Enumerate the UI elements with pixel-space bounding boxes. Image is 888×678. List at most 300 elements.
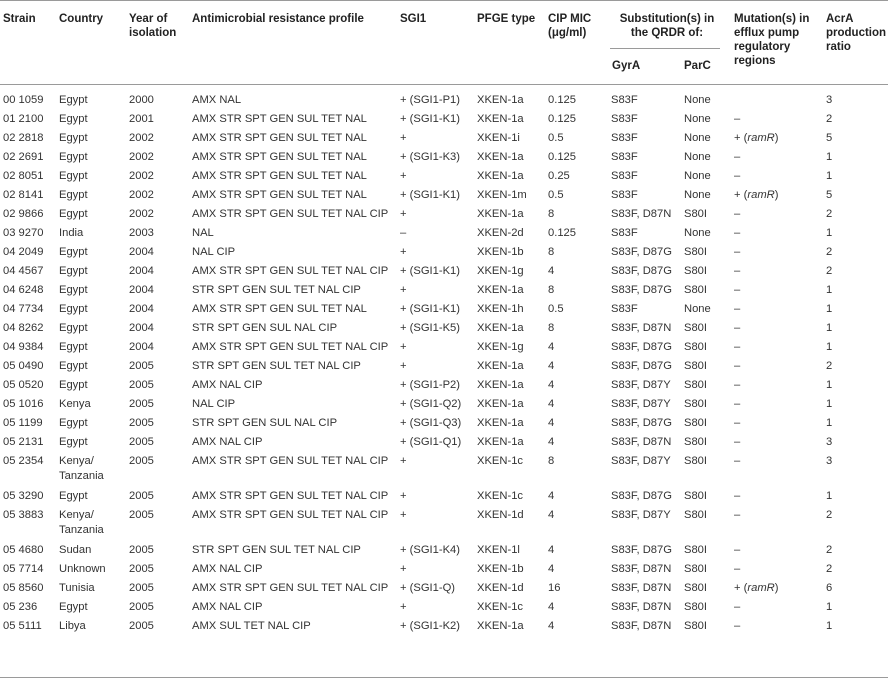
cell-strain: 05 2354 xyxy=(3,455,44,467)
cell-year: 2002 xyxy=(129,132,154,144)
cell-strain: 02 8051 xyxy=(3,170,44,182)
cell-year: 2000 xyxy=(129,94,154,106)
cell-efflux: – xyxy=(734,563,741,575)
cell-acra: 1 xyxy=(826,379,833,391)
cell-sgi1: + (SGI1-Q1) xyxy=(400,436,462,448)
cell-cip-mic: 16 xyxy=(548,582,561,594)
cell-parc: S80I xyxy=(684,601,708,613)
cell-strain: 05 3883 xyxy=(3,509,44,521)
cell-cip-mic: 0.5 xyxy=(548,303,564,315)
cell-pfge: XKEN-1i xyxy=(477,132,520,144)
cell-profile: NAL CIP xyxy=(192,398,236,410)
cell-efflux: + (ramR) xyxy=(734,132,779,144)
cell-pfge: XKEN-1a xyxy=(477,170,524,182)
cell-gyra: S83F, D87G xyxy=(611,341,672,353)
table-row xyxy=(0,378,888,394)
cell-acra: 6 xyxy=(826,582,833,594)
cell-profile: AMX STR SPT GEN SUL TET NAL xyxy=(192,303,367,315)
cell-country: India xyxy=(59,227,84,239)
cell-profile: AMX STR SPT GEN SUL TET NAL xyxy=(192,132,367,144)
cell-sgi1: + (SGI1-K1) xyxy=(400,189,460,201)
cell-parc: S80I xyxy=(684,208,708,220)
cell-acra: 1 xyxy=(826,227,833,239)
cell-country: Egypt xyxy=(59,284,88,296)
cell-gyra: S83F, D87G xyxy=(611,360,672,372)
cell-year: 2004 xyxy=(129,265,154,277)
header-year: Year of isolation xyxy=(129,13,177,39)
cell-sgi1: + (SGI1-K2) xyxy=(400,620,460,632)
cell-gyra: S83F xyxy=(611,170,638,182)
cell-pfge: XKEN-1l xyxy=(477,544,520,556)
cell-strain: 00 1059 xyxy=(3,94,44,106)
cell-year: 2005 xyxy=(129,436,154,448)
cell-parc: S80I xyxy=(684,544,708,556)
cell-sgi1: + (SGI1-P2) xyxy=(400,379,460,391)
cell-gyra: S83F xyxy=(611,94,638,106)
table-row xyxy=(0,112,888,128)
cell-year: 2002 xyxy=(129,208,154,220)
cell-acra: 3 xyxy=(826,455,833,467)
cell-gyra: S83F, D87Y xyxy=(611,455,671,467)
cell-year: 2004 xyxy=(129,284,154,296)
cell-parc: S80I xyxy=(684,455,708,467)
cell-efflux: + (ramR) xyxy=(734,582,779,594)
cell-cip-mic: 0.5 xyxy=(548,132,564,144)
cell-pfge: XKEN-1a xyxy=(477,379,524,391)
cell-strain: 04 8262 xyxy=(3,322,44,334)
cell-sgi1: + xyxy=(400,563,407,575)
cell-profile: AMX STR SPT GEN SUL TET NAL xyxy=(192,151,367,163)
cell-country: Egypt xyxy=(59,208,88,220)
cell-gyra: S83F, D87G xyxy=(611,417,672,429)
cell-gyra: S83F, D87G xyxy=(611,265,672,277)
cell-cip-mic: 4 xyxy=(548,601,555,613)
table-row xyxy=(0,226,888,242)
cell-strain: 04 6248 xyxy=(3,284,44,296)
cell-country: Egypt xyxy=(59,417,88,429)
cell-efflux: – xyxy=(734,360,741,372)
cell-sgi1: + (SGI1-K1) xyxy=(400,265,460,277)
cell-acra: 2 xyxy=(826,208,833,220)
cell-parc: S80I xyxy=(684,620,708,632)
table-row xyxy=(0,169,888,185)
cell-acra: 1 xyxy=(826,170,833,182)
cell-efflux: – xyxy=(734,170,741,182)
cell-acra: 1 xyxy=(826,303,833,315)
cell-sgi1: + xyxy=(400,360,407,372)
cell-gyra: S83F, D87G xyxy=(611,246,672,258)
cell-efflux: – xyxy=(734,490,741,502)
table-row xyxy=(0,543,888,559)
cell-efflux: – xyxy=(734,544,741,556)
cell-strain: 05 4680 xyxy=(3,544,44,556)
cell-strain: 05 1016 xyxy=(3,398,44,410)
header-acra: AcrA production ratio xyxy=(826,13,887,53)
header-strain: Strain xyxy=(3,13,36,25)
cell-gyra: S83F, D87N xyxy=(611,601,672,613)
cell-cip-mic: 8 xyxy=(548,455,555,467)
cell-profile: AMX STR SPT GEN SUL TET NAL CIP xyxy=(192,455,389,467)
cell-cip-mic: 4 xyxy=(548,563,555,575)
cell-year: 2002 xyxy=(129,170,154,182)
cell-pfge: XKEN-1a xyxy=(477,360,524,372)
cell-sgi1: + xyxy=(400,601,407,613)
cell-country: Egypt xyxy=(59,151,88,163)
cell-cip-mic: 4 xyxy=(548,265,555,277)
cell-gyra: S83F, D87N xyxy=(611,322,672,334)
cell-profile: NAL xyxy=(192,227,214,239)
cell-year: 2005 xyxy=(129,620,154,632)
cell-sgi1: + (SGI1-K3) xyxy=(400,151,460,163)
table-row xyxy=(0,131,888,147)
cell-sgi1: + (SGI1-K4) xyxy=(400,544,460,556)
cell-pfge: XKEN-1b xyxy=(477,563,524,575)
cell-cip-mic: 4 xyxy=(548,417,555,429)
cell-sgi1: + (SGI1-Q) xyxy=(400,582,456,594)
cell-gyra: S83F xyxy=(611,303,638,315)
cell-strain: 04 9384 xyxy=(3,341,44,353)
cell-strain: 05 5111 xyxy=(3,620,42,632)
header-pfge: PFGE type xyxy=(477,13,536,25)
cell-parc: None xyxy=(684,303,711,315)
cell-cip-mic: 4 xyxy=(548,360,555,372)
cell-efflux: + (ramR) xyxy=(734,189,779,201)
cell-country: Tunisia xyxy=(59,582,95,594)
cell-country: Kenya/ Tanzania xyxy=(59,509,104,536)
cell-strain: 05 0490 xyxy=(3,360,44,372)
cell-sgi1: + xyxy=(400,132,407,144)
cell-sgi1: – xyxy=(400,227,407,239)
cell-efflux: – xyxy=(734,227,741,239)
cell-efflux: – xyxy=(734,379,741,391)
cell-cip-mic: 4 xyxy=(548,620,555,632)
cell-acra: 1 xyxy=(826,398,833,410)
cell-year: 2002 xyxy=(129,189,154,201)
cell-pfge: XKEN-1d xyxy=(477,582,524,594)
cell-parc: S80I xyxy=(684,509,708,521)
cell-gyra: S83F xyxy=(611,189,638,201)
cell-pfge: XKEN-1a xyxy=(477,208,524,220)
table-row xyxy=(0,562,888,578)
cell-country: Egypt xyxy=(59,490,88,502)
cell-year: 2003 xyxy=(129,227,154,239)
cell-profile: NAL CIP xyxy=(192,246,236,258)
cell-year: 2005 xyxy=(129,582,154,594)
cell-acra: 1 xyxy=(826,620,833,632)
cell-strain: 02 2818 xyxy=(3,132,44,144)
cell-pfge: XKEN-1h xyxy=(477,303,524,315)
cell-country: Egypt xyxy=(59,601,88,613)
cell-country: Egypt xyxy=(59,379,88,391)
cell-efflux: – xyxy=(734,303,741,315)
cell-strain: 04 7734 xyxy=(3,303,44,315)
cell-year: 2004 xyxy=(129,246,154,258)
cell-year: 2005 xyxy=(129,544,154,556)
cell-pfge: XKEN-1b xyxy=(477,246,524,258)
cell-profile: AMX STR SPT GEN SUL TET NAL CIP xyxy=(192,208,389,220)
cell-parc: S80I xyxy=(684,379,708,391)
cell-gyra: S83F, D87N xyxy=(611,436,672,448)
header-country: Country xyxy=(59,13,104,25)
cell-parc: S80I xyxy=(684,582,708,594)
cell-cip-mic: 0.125 xyxy=(548,151,576,163)
cell-profile: STR SPT GEN SUL TET NAL CIP xyxy=(192,544,361,556)
cell-sgi1: + (SGI1-K1) xyxy=(400,303,460,315)
cell-acra: 1 xyxy=(826,284,833,296)
cell-gyra: S83F, D87N xyxy=(611,582,672,594)
cell-sgi1: + (SGI1-Q2) xyxy=(400,398,462,410)
cell-pfge: XKEN-1a xyxy=(477,151,524,163)
cell-strain: 05 3290 xyxy=(3,490,44,502)
table-row xyxy=(0,245,888,261)
header-gyra: GyrA xyxy=(612,60,641,72)
cell-sgi1: + xyxy=(400,170,407,182)
cell-acra: 1 xyxy=(826,322,833,334)
cell-year: 2001 xyxy=(129,113,154,125)
cell-country: Libya xyxy=(59,620,86,632)
cell-cip-mic: 8 xyxy=(548,284,555,296)
cell-year: 2005 xyxy=(129,398,154,410)
cell-gyra: S83F, D87Y xyxy=(611,509,671,521)
cell-country: Kenya xyxy=(59,398,91,410)
header-qrdr: Substitution(s) in the QRDR of: xyxy=(619,13,715,39)
cell-acra: 1 xyxy=(826,490,833,502)
table-row xyxy=(0,600,888,616)
cell-pfge: XKEN-2d xyxy=(477,227,524,239)
cell-country: Egypt xyxy=(59,246,88,258)
cell-strain: 03 9270 xyxy=(3,227,44,239)
table-row xyxy=(0,416,888,432)
cell-acra: 1 xyxy=(826,601,833,613)
cell-cip-mic: 0.125 xyxy=(548,94,576,106)
cell-efflux: – xyxy=(734,208,741,220)
cell-pfge: XKEN-1a xyxy=(477,113,524,125)
cell-sgi1: + xyxy=(400,455,407,467)
cell-efflux: – xyxy=(734,151,741,163)
cell-efflux: – xyxy=(734,284,741,296)
cell-cip-mic: 0.125 xyxy=(548,227,576,239)
cell-gyra: S83F, D87Y xyxy=(611,379,671,391)
cell-profile: AMX STR SPT GEN SUL TET NAL xyxy=(192,170,367,182)
cell-profile: STR SPT GEN SUL NAL CIP xyxy=(192,417,338,429)
cell-country: Egypt xyxy=(59,303,88,315)
table-row xyxy=(0,489,888,505)
table-row xyxy=(0,302,888,318)
cell-pfge: XKEN-1a xyxy=(477,322,524,334)
cell-country: Egypt xyxy=(59,132,88,144)
cell-efflux: – xyxy=(734,246,741,258)
cell-cip-mic: 4 xyxy=(548,379,555,391)
table-row xyxy=(0,340,888,356)
cell-cip-mic: 4 xyxy=(548,341,555,353)
cell-year: 2004 xyxy=(129,303,154,315)
cell-efflux: – xyxy=(734,620,741,632)
cell-sgi1: + xyxy=(400,246,407,258)
cell-gyra: S83F, D87G xyxy=(611,490,672,502)
cell-profile: AMX STR SPT GEN SUL TET NAL xyxy=(192,189,367,201)
cell-cip-mic: 8 xyxy=(548,246,555,258)
cell-country: Kenya/ Tanzania xyxy=(59,455,104,482)
cell-parc: S80I xyxy=(684,360,708,372)
cell-acra: 1 xyxy=(826,151,833,163)
cell-acra: 3 xyxy=(826,436,833,448)
cell-parc: S80I xyxy=(684,563,708,575)
cell-country: Egypt xyxy=(59,170,88,182)
table-row xyxy=(0,359,888,375)
table-row xyxy=(0,454,888,482)
cell-gyra: S83F xyxy=(611,132,638,144)
table-top-rule xyxy=(0,0,888,1)
cell-parc: S80I xyxy=(684,417,708,429)
cell-sgi1: + (SGI1-P1) xyxy=(400,94,460,106)
cell-country: Egypt xyxy=(59,94,88,106)
cell-profile: AMX NAL CIP xyxy=(192,601,263,613)
cell-parc: None xyxy=(684,132,711,144)
cell-year: 2004 xyxy=(129,322,154,334)
cell-profile: AMX NAL CIP xyxy=(192,563,263,575)
cell-cip-mic: 4 xyxy=(548,490,555,502)
cell-cip-mic: 4 xyxy=(548,544,555,556)
cell-efflux: – xyxy=(734,265,741,277)
header-profile: Antimicrobial resistance profile xyxy=(192,13,364,25)
cell-profile: AMX STR SPT GEN SUL TET NAL CIP xyxy=(192,265,389,277)
table-row xyxy=(0,508,888,536)
cell-pfge: XKEN-1a xyxy=(477,620,524,632)
cell-sgi1: + (SGI1-K5) xyxy=(400,322,460,334)
cell-efflux: – xyxy=(734,322,741,334)
cell-profile: AMX STR SPT GEN SUL TET NAL CIP xyxy=(192,341,389,353)
header-cip-mic: CIP MIC (μg/ml) xyxy=(548,13,592,39)
cell-efflux: – xyxy=(734,417,741,429)
cell-acra: 5 xyxy=(826,189,833,201)
cell-year: 2004 xyxy=(129,341,154,353)
cell-year: 2005 xyxy=(129,509,154,521)
cell-year: 2005 xyxy=(129,417,154,429)
cell-gyra: S83F xyxy=(611,227,638,239)
cell-pfge: XKEN-1c xyxy=(477,490,524,502)
cell-parc: S80I xyxy=(684,322,708,334)
cell-profile: STR SPT GEN SUL NAL CIP xyxy=(192,322,338,334)
cell-profile: AMX NAL CIP xyxy=(192,436,263,448)
cell-efflux: – xyxy=(734,398,741,410)
cell-strain: 05 236 xyxy=(3,601,38,613)
cell-profile: AMX NAL xyxy=(192,94,242,106)
cell-profile: AMX SUL TET NAL CIP xyxy=(192,620,311,632)
cell-cip-mic: 4 xyxy=(548,509,555,521)
cell-year: 2002 xyxy=(129,151,154,163)
cell-sgi1: + xyxy=(400,284,407,296)
cell-strain: 02 8141 xyxy=(3,189,44,201)
cell-profile: AMX STR SPT GEN SUL TET NAL CIP xyxy=(192,582,389,594)
cell-cip-mic: 0.5 xyxy=(548,189,564,201)
cell-country: Egypt xyxy=(59,341,88,353)
cell-sgi1: + xyxy=(400,509,407,521)
cell-acra: 1 xyxy=(826,417,833,429)
cell-parc: None xyxy=(684,94,711,106)
cell-pfge: XKEN-1a xyxy=(477,436,524,448)
table-row xyxy=(0,619,888,635)
table-row xyxy=(0,321,888,337)
table-row xyxy=(0,150,888,166)
cell-pfge: XKEN-1a xyxy=(477,94,524,106)
cell-year: 2005 xyxy=(129,601,154,613)
cell-strain: 05 8560 xyxy=(3,582,44,594)
cell-country: Egypt xyxy=(59,436,88,448)
cell-parc: S80I xyxy=(684,284,708,296)
header-parc: ParC xyxy=(684,60,711,72)
cell-pfge: XKEN-1a xyxy=(477,398,524,410)
table-row xyxy=(0,93,888,109)
cell-efflux: – xyxy=(734,113,741,125)
cell-country: Egypt xyxy=(59,113,88,125)
cell-pfge: XKEN-1m xyxy=(477,189,527,201)
cell-acra: 2 xyxy=(826,360,833,372)
cell-parc: None xyxy=(684,170,711,182)
cell-strain: 05 2131 xyxy=(3,436,44,448)
cell-cip-mic: 4 xyxy=(548,436,555,448)
cell-acra: 2 xyxy=(826,265,833,277)
header-bottom-rule xyxy=(0,84,888,85)
cell-efflux: – xyxy=(734,341,741,353)
cell-profile: AMX STR SPT GEN SUL TET NAL CIP xyxy=(192,509,389,521)
table-row xyxy=(0,283,888,299)
cell-acra: 1 xyxy=(826,341,833,353)
cell-efflux: – xyxy=(734,509,741,521)
cell-acra: 2 xyxy=(826,544,833,556)
cell-strain: 05 0520 xyxy=(3,379,44,391)
cell-strain: 04 4567 xyxy=(3,265,44,277)
cell-gyra: S83F, D87N xyxy=(611,563,672,575)
cell-profile: AMX NAL CIP xyxy=(192,379,263,391)
cell-strain: 04 2049 xyxy=(3,246,44,258)
cell-gyra: S83F, D87G xyxy=(611,284,672,296)
cell-parc: None xyxy=(684,189,711,201)
cell-acra: 2 xyxy=(826,509,833,521)
cell-pfge: XKEN-1a xyxy=(477,284,524,296)
cell-gyra: S83F, D87N xyxy=(611,208,672,220)
qrdr-subheader-rule xyxy=(610,48,720,49)
cell-sgi1: + xyxy=(400,490,407,502)
cell-acra: 2 xyxy=(826,113,833,125)
cell-profile: AMX STR SPT GEN SUL TET NAL CIP xyxy=(192,490,389,502)
cell-country: Egypt xyxy=(59,322,88,334)
cell-acra: 5 xyxy=(826,132,833,144)
cell-efflux: – xyxy=(734,601,741,613)
cell-gyra: S83F xyxy=(611,113,638,125)
table-row xyxy=(0,435,888,451)
cell-year: 2005 xyxy=(129,455,154,467)
cell-year: 2005 xyxy=(129,490,154,502)
cell-year: 2005 xyxy=(129,360,154,372)
cell-gyra: S83F, D87Y xyxy=(611,398,671,410)
cell-gyra: S83F, D87N xyxy=(611,620,672,632)
cell-acra: 2 xyxy=(826,563,833,575)
header-sgi1: SGI1 xyxy=(400,13,427,25)
cell-parc: None xyxy=(684,227,711,239)
cell-cip-mic: 0.125 xyxy=(548,113,576,125)
cell-pfge: XKEN-1c xyxy=(477,455,524,467)
cell-country: Sudan xyxy=(59,544,92,556)
cell-sgi1: + xyxy=(400,341,407,353)
cell-profile: STR SPT GEN SUL TET NAL CIP xyxy=(192,360,361,372)
cell-year: 2005 xyxy=(129,563,154,575)
cell-pfge: XKEN-1d xyxy=(477,509,524,521)
cell-gyra: S83F, D87G xyxy=(611,544,672,556)
cell-parc: S80I xyxy=(684,436,708,448)
cell-parc: None xyxy=(684,113,711,125)
cell-strain: 05 1199 xyxy=(3,417,43,429)
table-row xyxy=(0,188,888,204)
